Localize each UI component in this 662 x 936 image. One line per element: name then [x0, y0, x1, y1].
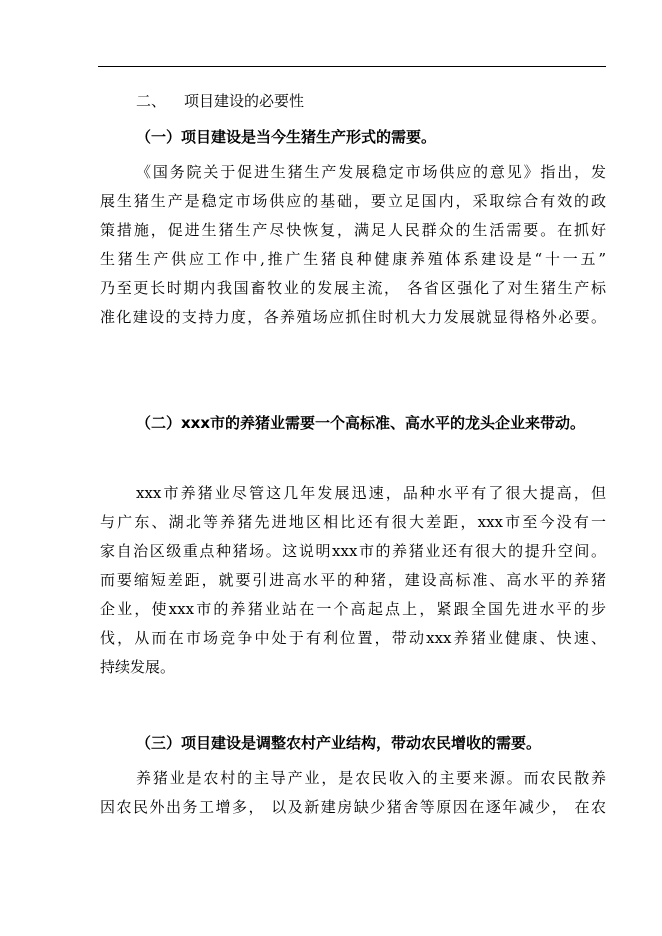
header-rule	[98, 66, 606, 67]
paragraph-1-line: 生猪生产供应工作中,推广生猪良种健康养殖体系建设是“十一五”	[100, 250, 606, 268]
section-title: 项目建设的必要性	[184, 92, 305, 110]
paragraph-3	[100, 764, 606, 822]
subheading-2: （二）xxx市的养猪业需要一个高标准、高水平的龙头企业来带动。	[136, 414, 586, 432]
paragraph-2	[100, 479, 606, 682]
subheading-1: （一）项目建设是当今生猪生产形式的需要。	[136, 128, 437, 146]
paragraph-1-line: 准化建设的支持力度，各养殖场应抓住时机大力发展就显得格外必要。	[100, 308, 606, 326]
paragraph-1-line: 策措施，促进生猪生产尽快恢复，满足人民群众的生活需要。在抓好	[100, 221, 606, 239]
paragraph-1-line: 乃至更长时期内我国畜牧业的发展主流， 各省区强化了对生猪生产标	[100, 279, 606, 297]
section-number: 二、	[136, 92, 167, 110]
paragraph-1	[100, 158, 606, 332]
subheading-3: （三）项目建设是调整农村产业结构，带动农民增收的需要。	[136, 734, 542, 752]
paragraph-2-line: 而要缩短差距，就要引进高水平的种猪，建设高标准、高水平的养猪	[100, 571, 606, 589]
paragraph-1-line: 展生猪生产是稳定市场供应的基础，要立足国内，采取综合有效的政	[100, 192, 606, 210]
paragraph-2-line: xxx市养猪业尽管这几年发展迅速，品种水平有了很大提高，但	[136, 484, 606, 502]
paragraph-2-line: 企业，使xxx市的养猪业站在一个高起点上，紧跟全国先进水平的步	[100, 600, 606, 618]
paragraph-3-line: 养猪业是农村的主导产业，是农民收入的主要来源。而农民散养	[136, 769, 606, 787]
section-heading	[136, 90, 304, 111]
paragraph-2-line: 伐，从而在市场竞争中处于有利位置，带动xxx养猪业健康、快速、	[100, 629, 606, 647]
paragraph-1-line: 《国务院关于促进生猪生产发展稳定市场供应的意见》指出，发	[136, 163, 606, 181]
paragraph-2-line: 与广东、湖北等养猪先进地区相比还有很大差距，xxx市至今没有一	[100, 513, 606, 531]
paragraph-2-line: 家自治区级重点种猪场。这说明xxx市的养猪业还有很大的提升空间。	[100, 542, 606, 560]
paragraph-2-line: 持续发展。	[100, 658, 176, 676]
paragraph-3-line: 因农民外出务工增多， 以及新建房缺少猪舍等原因在逐年减少， 在农	[100, 798, 606, 816]
